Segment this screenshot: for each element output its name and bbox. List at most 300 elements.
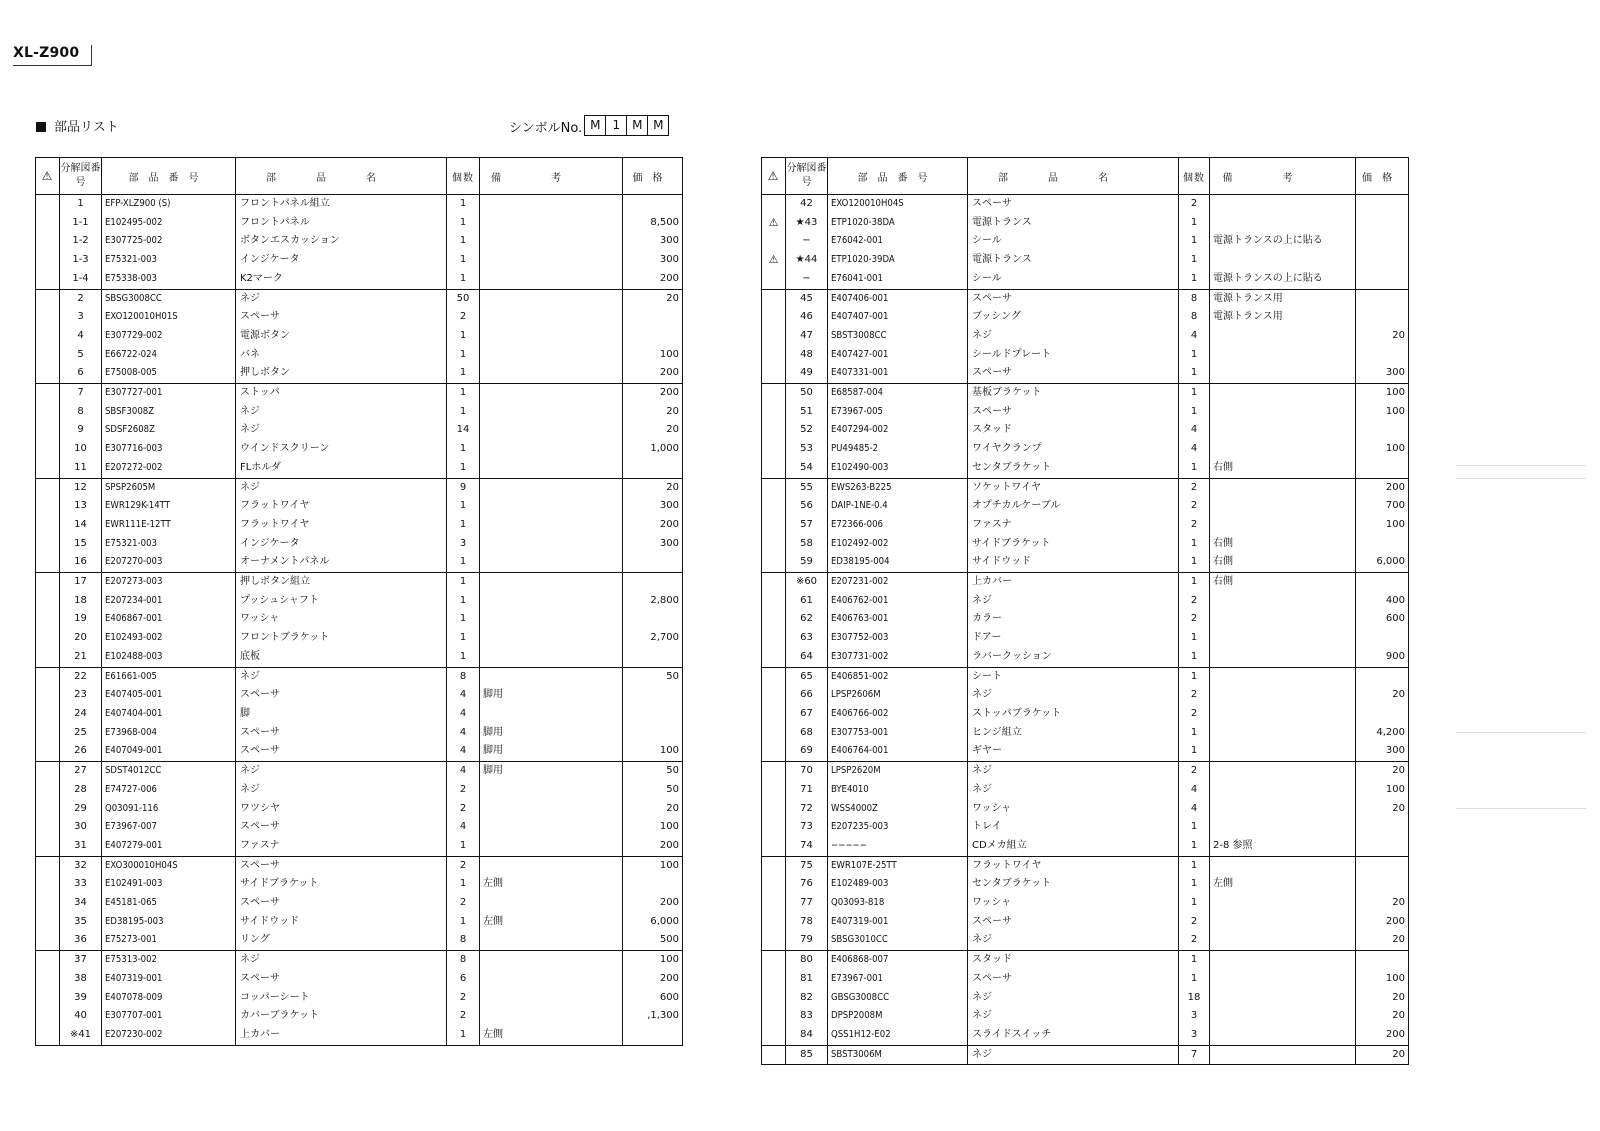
warning-cell (36, 875, 60, 894)
remarks-cell: 脚用 (480, 762, 623, 781)
part-number-cell: E407427-001 (828, 346, 968, 365)
remarks-cell: 電源トランスの上に貼る (1210, 270, 1356, 289)
price-cell: 200 (623, 384, 683, 403)
table-row (36, 573, 683, 592)
remarks-cell: 2-8 参照 (1210, 837, 1356, 856)
price-cell (1356, 270, 1409, 289)
part-number-cell: E75321-003 (102, 535, 236, 554)
exploded-no-cell: 65 (786, 667, 828, 686)
remarks-cell: 左側 (480, 913, 623, 932)
part-name-cell: 押しボタン組立 (236, 573, 447, 592)
exploded-no-cell: 23 (60, 686, 102, 705)
part-name-cell: ドアー (968, 629, 1179, 648)
table-row (762, 384, 1409, 403)
qty-cell: 18 (1179, 989, 1210, 1008)
qty-cell: 8 (447, 667, 480, 686)
exploded-no-cell: 1 (60, 195, 102, 214)
exploded-no-cell: 36 (60, 931, 102, 950)
table-row (36, 762, 683, 781)
qty-cell: 8 (1179, 289, 1210, 308)
remarks-cell (480, 308, 623, 327)
warning-cell (762, 667, 786, 686)
part-name-cell: 押しボタン (236, 364, 447, 383)
warning-cell (36, 818, 60, 837)
part-number-cell: E75008-005 (102, 364, 236, 383)
part-number-cell: E207234-001 (102, 592, 236, 611)
price-cell: 200 (623, 364, 683, 383)
part-name-cell: フラットワイヤ (236, 497, 447, 516)
table-row (36, 705, 683, 724)
qty-cell: 2 (1179, 931, 1210, 950)
warning-cell (762, 535, 786, 554)
remarks-cell (480, 800, 623, 819)
part-number-cell: SDST4012CC (102, 762, 236, 781)
table-row (762, 667, 1409, 686)
price-cell (623, 648, 683, 667)
part-name-cell: フラットワイヤ (968, 856, 1179, 875)
exploded-no-cell: 53 (786, 440, 828, 459)
part-number-cell: PU49485-2 (828, 440, 968, 459)
price-cell (623, 327, 683, 346)
price-cell (1356, 856, 1409, 875)
price-cell (1356, 251, 1409, 270)
part-name-cell: ファスナ (236, 837, 447, 856)
table-row (36, 289, 683, 308)
remarks-cell (1210, 497, 1356, 516)
table-row (762, 1007, 1409, 1026)
remarks-cell: 脚用 (480, 724, 623, 743)
part-number-cell: BYE4010 (828, 781, 968, 800)
warning-cell (36, 913, 60, 932)
price-cell: 300 (623, 535, 683, 554)
part-number-cell: E307752-003 (828, 629, 968, 648)
remarks-cell (480, 970, 623, 989)
symbol-box: M (626, 115, 648, 136)
exploded-no-cell: 62 (786, 610, 828, 629)
part-number-cell: E61661-005 (102, 667, 236, 686)
part-number-cell: QSS1H12-E02 (828, 1026, 968, 1045)
qty-cell: 1 (1179, 535, 1210, 554)
price-cell: 20 (623, 421, 683, 440)
part-number-cell: E102493-002 (102, 629, 236, 648)
table-row (762, 686, 1409, 705)
model-label: XL-Z900 (13, 45, 92, 66)
table-row (762, 724, 1409, 743)
part-number-cell: EWR111E-12TT (102, 516, 236, 535)
part-number-cell: EWR129K-14TT (102, 497, 236, 516)
part-number-cell: SBST3006M (828, 1045, 968, 1065)
table-row (762, 440, 1409, 459)
price-cell: 20 (1356, 1007, 1409, 1026)
price-cell: 100 (623, 856, 683, 875)
part-number-cell: SPSP2605M (102, 478, 236, 497)
remarks-cell: 電源トランス用 (1210, 289, 1356, 308)
exploded-no-cell: 58 (786, 535, 828, 554)
exploded-no-cell: − (786, 232, 828, 251)
warning-column-header (36, 158, 60, 195)
price-cell (623, 705, 683, 724)
price-cell (1356, 232, 1409, 251)
warning-cell (762, 592, 786, 611)
qty-cell: 1 (447, 610, 480, 629)
exploded-no-cell: 8 (60, 403, 102, 422)
warning-cell (762, 364, 786, 383)
warning-cell (36, 989, 60, 1008)
price-cell: 4,200 (1356, 724, 1409, 743)
warning-cell (762, 686, 786, 705)
part-number-cell: GBSG3008CC (828, 989, 968, 1008)
qty-cell: 1 (447, 516, 480, 535)
warning-cell (36, 610, 60, 629)
warning-cell (762, 629, 786, 648)
part-number-cell: E407406-001 (828, 289, 968, 308)
qty-cell: 4 (447, 742, 480, 761)
qty-cell: 1 (447, 648, 480, 667)
table-row (762, 232, 1409, 251)
part-name-cell: 基板ブラケット (968, 384, 1179, 403)
warning-cell (36, 781, 60, 800)
part-name-cell: ネジ (236, 478, 447, 497)
part-name-header: 部品名 (968, 158, 1179, 195)
table-row (762, 970, 1409, 989)
part-name-cell: ネジ (968, 592, 1179, 611)
exploded-no-cell: 81 (786, 970, 828, 989)
table-row (36, 989, 683, 1008)
exploded-no-cell: 1-3 (60, 251, 102, 270)
part-name-cell: スペーサ (968, 913, 1179, 932)
part-number-cell: ED38195-004 (828, 553, 968, 572)
part-name-cell: スペーサ (968, 403, 1179, 422)
remarks-cell (480, 648, 623, 667)
symbol-box: M (584, 115, 606, 136)
table-row (762, 875, 1409, 894)
table-row (36, 686, 683, 705)
exploded-no-cell: 24 (60, 705, 102, 724)
bullet-square-icon (36, 122, 46, 132)
exploded-no-header: 分解図番号 (60, 158, 102, 195)
exploded-no-cell: 22 (60, 667, 102, 686)
price-cell: 50 (623, 781, 683, 800)
table-row (762, 610, 1409, 629)
price-cell (1356, 459, 1409, 478)
price-cell (1356, 535, 1409, 554)
price-cell (623, 459, 683, 478)
price-cell (1356, 346, 1409, 365)
part-number-cell: E406851-002 (828, 667, 968, 686)
qty-cell: 1 (1179, 214, 1210, 233)
part-number-cell: E102488-003 (102, 648, 236, 667)
part-number-cell: SBST3008CC (828, 327, 968, 346)
part-name-cell: スペーサ (236, 742, 447, 761)
warning-cell (762, 951, 786, 970)
exploded-no-cell: 1-4 (60, 270, 102, 289)
table-row (762, 421, 1409, 440)
qty-cell: 1 (447, 251, 480, 270)
exploded-no-cell: 38 (60, 970, 102, 989)
price-cell (1356, 875, 1409, 894)
exploded-no-cell: 49 (786, 364, 828, 383)
part-name-cell: ネジ (236, 403, 447, 422)
remarks-cell (1210, 762, 1356, 781)
table-row (36, 497, 683, 516)
price-cell: 200 (623, 270, 683, 289)
warning-cell (36, 894, 60, 913)
part-number-cell: DPSP2008M (828, 1007, 968, 1026)
warning-cell (762, 553, 786, 572)
qty-cell: 4 (447, 818, 480, 837)
part-name-cell: 電源トランス (968, 251, 1179, 270)
part-name-cell: フラットワイヤ (236, 516, 447, 535)
warning-column-header (762, 158, 786, 195)
remarks-cell (480, 270, 623, 289)
warning-cell (36, 762, 60, 781)
warning-cell (36, 1026, 60, 1045)
part-name-cell: シールドプレート (968, 346, 1179, 365)
symbol-box: M (647, 115, 669, 136)
table-body-right (762, 195, 1409, 1065)
price-cell: 50 (623, 762, 683, 781)
warning-cell (762, 195, 786, 214)
exploded-no-cell: 7 (60, 384, 102, 403)
part-number-cell: E407294-002 (828, 421, 968, 440)
remarks-cell (480, 856, 623, 875)
remarks-cell (480, 403, 623, 422)
qty-cell: 4 (1179, 421, 1210, 440)
exploded-no-cell: 59 (786, 553, 828, 572)
qty-cell: 2 (447, 781, 480, 800)
table-header (762, 158, 1409, 195)
part-name-cell: サイドウッド (236, 913, 447, 932)
exploded-no-cell: 76 (786, 875, 828, 894)
exploded-no-cell: 13 (60, 497, 102, 516)
exploded-no-cell: − (786, 270, 828, 289)
exploded-no-cell: 31 (60, 837, 102, 856)
price-cell: 20 (623, 478, 683, 497)
price-cell (1356, 214, 1409, 233)
exploded-no-cell: 12 (60, 478, 102, 497)
warning-cell (36, 251, 60, 270)
part-name-cell: トレイ (968, 818, 1179, 837)
qty-cell: 1 (447, 195, 480, 214)
remarks-cell (480, 818, 623, 837)
price-cell: 100 (623, 818, 683, 837)
table-row (762, 592, 1409, 611)
remarks-cell (480, 989, 623, 1008)
warning-cell (762, 232, 786, 251)
warning-cell (36, 742, 60, 761)
qty-cell: 1 (1179, 667, 1210, 686)
remarks-cell (480, 1007, 623, 1026)
qty-cell: 7 (1179, 1045, 1210, 1065)
part-number-cell: −−−−− (828, 837, 968, 856)
remarks-cell (1210, 818, 1356, 837)
price-cell: 20 (1356, 1045, 1409, 1065)
part-name-cell: ワッシャ (968, 800, 1179, 819)
warning-cell (36, 421, 60, 440)
exploded-no-cell: 61 (786, 592, 828, 611)
remarks-cell (1210, 931, 1356, 950)
remarks-cell (1210, 800, 1356, 819)
price-cell (1356, 421, 1409, 440)
exploded-no-cell: 46 (786, 308, 828, 327)
remarks-cell: 左側 (480, 875, 623, 894)
price-cell: 20 (623, 289, 683, 308)
table-row (36, 535, 683, 554)
warning-cell (762, 894, 786, 913)
part-name-cell: ネジ (968, 762, 1179, 781)
part-name-cell: 電源トランス (968, 214, 1179, 233)
table-row (762, 629, 1409, 648)
table-row (36, 232, 683, 251)
part-number-cell: E207272-002 (102, 459, 236, 478)
part-name-cell: ワッシャ (968, 894, 1179, 913)
remarks-cell (1210, 516, 1356, 535)
table-row (762, 742, 1409, 761)
remarks-cell (480, 251, 623, 270)
warning-cell (36, 195, 60, 214)
warning-cell (36, 308, 60, 327)
exploded-no-cell: 34 (60, 894, 102, 913)
part-number-cell: E72366-006 (828, 516, 968, 535)
remarks-cell: 右側 (1210, 573, 1356, 592)
warning-cell (762, 459, 786, 478)
table-row (762, 251, 1409, 270)
part-number-cell: SBSG3008CC (102, 289, 236, 308)
table-row (36, 403, 683, 422)
table-row (762, 989, 1409, 1008)
table-row (762, 913, 1409, 932)
qty-cell: 1 (447, 459, 480, 478)
table-row (36, 516, 683, 535)
price-cell (1356, 308, 1409, 327)
qty-cell: 1 (447, 364, 480, 383)
price-cell: 100 (1356, 403, 1409, 422)
exploded-no-cell: 9 (60, 421, 102, 440)
exploded-no-cell: 6 (60, 364, 102, 383)
part-number-cell: E102489-003 (828, 875, 968, 894)
part-name-cell: ソケットワイヤ (968, 478, 1179, 497)
exploded-no-cell: 63 (786, 629, 828, 648)
part-number-cell: SBSF3008Z (102, 403, 236, 422)
part-name-cell: ネジ (968, 1045, 1179, 1065)
part-name-cell: ネジ (236, 667, 447, 686)
price-cell (1356, 818, 1409, 837)
warning-cell (36, 705, 60, 724)
warning-cell (36, 232, 60, 251)
warning-cell (762, 875, 786, 894)
price-cell: 2,700 (623, 629, 683, 648)
price-cell: 20 (1356, 327, 1409, 346)
qty-cell: 1 (1179, 270, 1210, 289)
table-row (36, 1007, 683, 1026)
qty-cell: 2 (1179, 497, 1210, 516)
price-cell: 20 (1356, 894, 1409, 913)
part-number-cell: E307707-001 (102, 1007, 236, 1026)
exploded-no-cell: ※60 (786, 573, 828, 592)
table-row (36, 553, 683, 572)
qty-cell: 1 (1179, 573, 1210, 592)
part-number-header: 部品番号 (828, 158, 968, 195)
table-row (762, 364, 1409, 383)
price-cell: 300 (623, 232, 683, 251)
qty-cell: 1 (1179, 894, 1210, 913)
warning-cell (36, 629, 60, 648)
table-row (36, 1026, 683, 1045)
part-name-cell: スペーサ (968, 195, 1179, 214)
exploded-no-cell: 39 (60, 989, 102, 1008)
table-row (36, 781, 683, 800)
exploded-no-cell: 79 (786, 931, 828, 950)
exploded-no-cell: 5 (60, 346, 102, 365)
remarks-cell (1210, 742, 1356, 761)
part-name-cell: シール (968, 232, 1179, 251)
price-cell (623, 308, 683, 327)
part-number-cell: Q03093-818 (828, 894, 968, 913)
qty-cell: 1 (1179, 629, 1210, 648)
qty-cell: 3 (1179, 1007, 1210, 1026)
part-number-cell: E102492-002 (828, 535, 968, 554)
part-name-cell: CDメカ組立 (968, 837, 1179, 856)
table-row (762, 497, 1409, 516)
part-number-cell: E75273-001 (102, 931, 236, 950)
qty-cell: 1 (447, 346, 480, 365)
scan-artifact-line (1456, 478, 1586, 479)
qty-cell: 1 (447, 440, 480, 459)
qty-cell: 2 (1179, 705, 1210, 724)
qty-cell: 2 (447, 856, 480, 875)
qty-header: 個数 (1179, 158, 1210, 195)
table-row (36, 894, 683, 913)
price-cell: 20 (1356, 762, 1409, 781)
exploded-no-cell: 40 (60, 1007, 102, 1026)
qty-cell: 4 (1179, 327, 1210, 346)
scan-artifact-line (1456, 732, 1586, 733)
qty-cell: 1 (447, 573, 480, 592)
exploded-no-cell: 15 (60, 535, 102, 554)
table-row (36, 951, 683, 970)
exploded-no-cell: 27 (60, 762, 102, 781)
part-number-cell: E207270-003 (102, 553, 236, 572)
part-name-cell: オーナメントパネル (236, 553, 447, 572)
qty-cell: 8 (447, 951, 480, 970)
warning-cell (762, 403, 786, 422)
part-number-cell: SBSG3010CC (828, 931, 968, 950)
remarks-cell (480, 573, 623, 592)
remarks-cell (480, 195, 623, 214)
qty-cell: 2 (1179, 762, 1210, 781)
table-row (762, 800, 1409, 819)
exploded-no-cell: 11 (60, 459, 102, 478)
part-name-cell: ネジ (236, 951, 447, 970)
parts-table-right (761, 157, 1409, 1065)
part-name-cell: スタッド (968, 421, 1179, 440)
remarks-cell: 脚用 (480, 686, 623, 705)
table-row (36, 421, 683, 440)
warning-cell (36, 931, 60, 950)
warning-cell (762, 913, 786, 932)
remarks-cell (480, 553, 623, 572)
part-name-cell: ストッパブラケット (968, 705, 1179, 724)
qty-cell: 1 (447, 1026, 480, 1045)
remarks-cell (1210, 705, 1356, 724)
part-number-cell: LPSP2606M (828, 686, 968, 705)
remarks-cell: 右側 (1210, 535, 1356, 554)
part-name-cell: ワイヤクランプ (968, 440, 1179, 459)
warning-cell (36, 837, 60, 856)
table-row (762, 459, 1409, 478)
symbol-label: シンボルNo. (509, 121, 583, 136)
warning-cell (762, 989, 786, 1008)
